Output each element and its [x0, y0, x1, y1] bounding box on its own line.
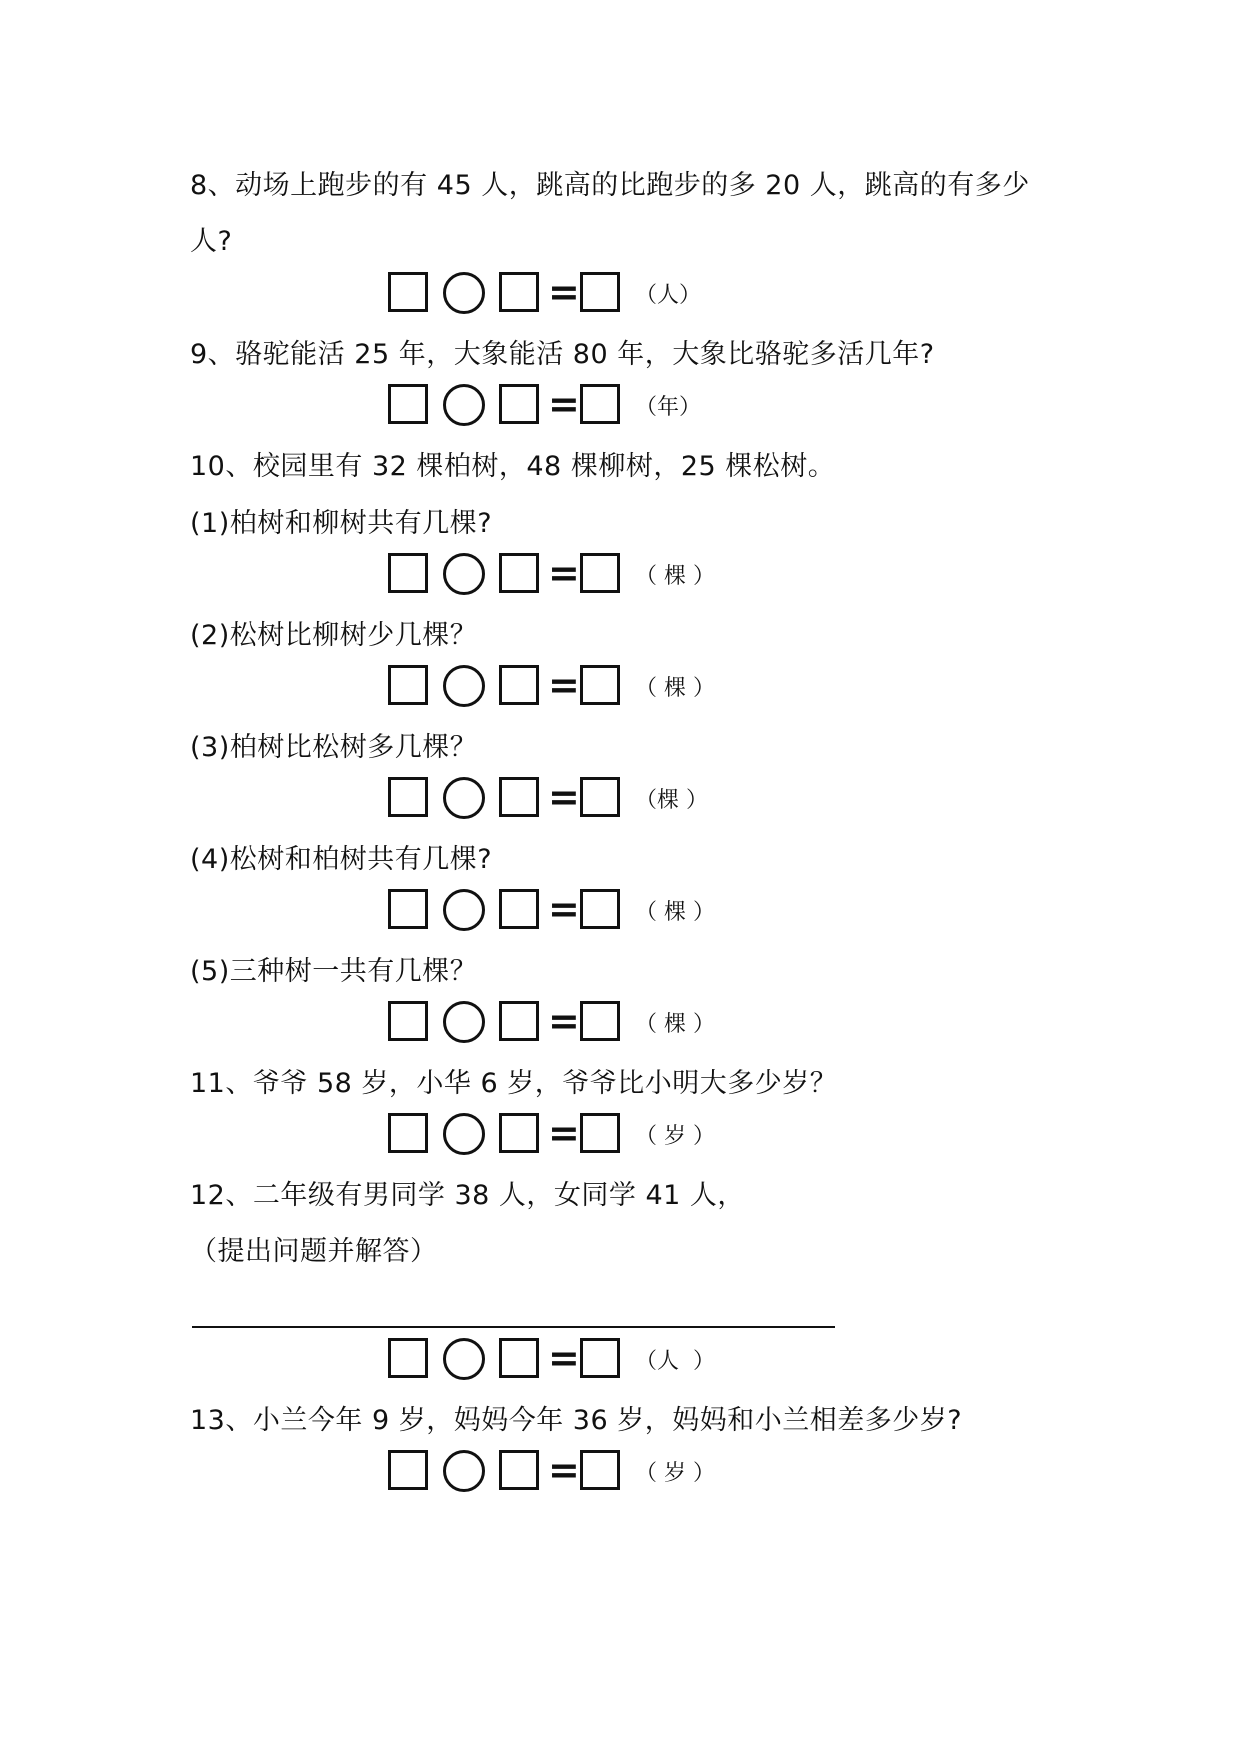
operand-box[interactable]: [499, 1113, 539, 1153]
operand-box[interactable]: [388, 1113, 428, 1153]
operator-circle[interactable]: [443, 1450, 485, 1492]
result-box[interactable]: [580, 1001, 620, 1041]
operand-box[interactable]: [499, 272, 539, 312]
equals-sign: =: [548, 775, 580, 819]
unit-label: （年）: [635, 395, 702, 420]
question-13: 13、小兰今年 9 岁，妈妈今年 36 岁，妈妈和小兰相差多少岁?: [190, 1405, 963, 1436]
question-12-line2: （提出问题并解答）: [190, 1236, 438, 1267]
question-8-line2: 人?: [190, 226, 233, 257]
operator-circle[interactable]: [443, 777, 485, 819]
question-10: 10、校园里有 32 棵柏树，48 棵柳树，25 棵松树。: [190, 451, 836, 482]
equals-sign: =: [548, 999, 580, 1043]
unit-label: （ 棵 ）: [635, 676, 715, 701]
answer-formula-q10-2: [388, 665, 808, 705]
unit-label: （ 棵 ）: [635, 900, 715, 925]
question-10-1: (1)柏树和柳树共有几棵?: [190, 508, 493, 539]
result-box[interactable]: [580, 1450, 620, 1490]
equals-sign: =: [548, 1111, 580, 1155]
operator-circle[interactable]: [443, 1338, 485, 1380]
operand-box[interactable]: [388, 1450, 428, 1490]
question-10-5: (5)三种树一共有几棵？: [190, 956, 478, 987]
equals-sign: =: [548, 887, 580, 931]
result-box[interactable]: [580, 889, 620, 929]
result-box[interactable]: [580, 1338, 620, 1378]
answer-formula-q13: [388, 1450, 808, 1490]
operator-circle[interactable]: [443, 384, 485, 426]
operand-box[interactable]: [499, 1450, 539, 1490]
write-question-line[interactable]: [192, 1326, 835, 1328]
operator-circle[interactable]: [443, 1001, 485, 1043]
result-box[interactable]: [580, 665, 620, 705]
unit-label: （棵 ）: [635, 788, 708, 813]
operator-circle[interactable]: [443, 272, 485, 314]
operand-box[interactable]: [499, 553, 539, 593]
operator-circle[interactable]: [443, 1113, 485, 1155]
unit-label: （人 ）: [635, 1349, 715, 1374]
equals-sign: =: [548, 1448, 580, 1492]
result-box[interactable]: [580, 553, 620, 593]
result-box[interactable]: [580, 1113, 620, 1153]
question-10-4: (4)松树和柏树共有几棵?: [190, 844, 493, 875]
answer-formula-q10-5: [388, 1001, 808, 1041]
operand-box[interactable]: [388, 777, 428, 817]
operand-box[interactable]: [499, 1001, 539, 1041]
operator-circle[interactable]: [443, 553, 485, 595]
unit-label: （ 棵 ）: [635, 564, 715, 589]
operand-box[interactable]: [499, 777, 539, 817]
answer-formula-q12: [388, 1338, 808, 1378]
equals-sign: =: [548, 663, 580, 707]
answer-formula-q11: [388, 1113, 808, 1153]
operand-box[interactable]: [388, 1001, 428, 1041]
operator-circle[interactable]: [443, 889, 485, 931]
operand-box[interactable]: [499, 889, 539, 929]
answer-formula-q10-3: [388, 777, 808, 817]
answer-formula-q10-1: [388, 553, 808, 593]
operand-box[interactable]: [388, 272, 428, 312]
unit-label: （ 岁 ）: [635, 1461, 715, 1486]
equals-sign: =: [548, 1336, 580, 1380]
operand-box[interactable]: [388, 1338, 428, 1378]
operand-box[interactable]: [388, 384, 428, 424]
equals-sign: =: [548, 551, 580, 595]
operand-box[interactable]: [388, 553, 428, 593]
operator-circle[interactable]: [443, 665, 485, 707]
answer-formula-q9: [388, 384, 808, 424]
operand-box[interactable]: [388, 665, 428, 705]
question-12-line1: 12、二年级有男同学 38 人，女同学 41 人，: [190, 1180, 745, 1211]
unit-label: （人）: [635, 283, 702, 308]
result-box[interactable]: [580, 777, 620, 817]
result-box[interactable]: [580, 272, 620, 312]
unit-label: （ 棵 ）: [635, 1012, 715, 1037]
question-8-line1: 8、动场上跑步的有 45 人，跳高的比跑步的多 20 人，跳高的有多少: [190, 170, 1030, 201]
unit-label: （ 岁 ）: [635, 1124, 715, 1149]
operand-box[interactable]: [499, 1338, 539, 1378]
question-11: 11、爷爷 58 岁，小华 6 岁，爷爷比小明大多少岁？: [190, 1068, 838, 1099]
equals-sign: =: [548, 270, 580, 314]
question-10-3: (3)柏树比松树多几棵？: [190, 732, 478, 763]
answer-formula-q8: [388, 272, 808, 312]
question-9: 9、骆驼能活 25 年，大象能活 80 年，大象比骆驼多活几年?: [190, 339, 935, 370]
question-10-2: (2)松树比柳树少几棵？: [190, 620, 478, 651]
operand-box[interactable]: [388, 889, 428, 929]
equals-sign: =: [548, 382, 580, 426]
answer-formula-q10-4: [388, 889, 808, 929]
result-box[interactable]: [580, 384, 620, 424]
operand-box[interactable]: [499, 384, 539, 424]
operand-box[interactable]: [499, 665, 539, 705]
